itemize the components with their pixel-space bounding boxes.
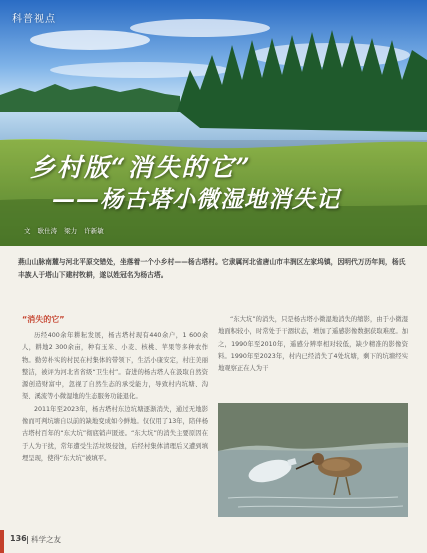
hero-photo — [0, 0, 427, 246]
body-paragraph: 2011年至2023年，杨古塔村东边坑塘逐渐消失，通过无地影像而可判坑塘自以前的缺地变成如今鲜地。仅仅用了13年，陪伴杨古塔村百年的“东大坑”彻底销声匿迹。“东大坑”的消失主要原因在于人为干扰，常年遭受生活垃圾侵蚀，后经村集体清理后又遭到填埋呈现，使得“东大坑”被填平。 — [22, 405, 208, 462]
left-column — [22, 314, 208, 465]
wetland-bird-photo — [218, 403, 408, 517]
byline-author: 耿仕涛 — [37, 227, 58, 235]
byline-label: 文 — [24, 227, 31, 235]
bird-illustration — [218, 403, 408, 517]
body-paragraph: “东大坑”的消失，只是杨古塔小微湿地消失的缩影，由于小微湿地面积较小，时常处于干涸状态，增加了遥感影像数据获取难度。加之，1990年至2010年，遥感分辨率相对较低，缺少精准的影像资料。1990年至2023年，村内已经消失了4处坑塘，剩下的坑塘经实地观察正在人为干 — [218, 316, 408, 373]
article-intro: 燕山山脉南麓与河北平原交错处，坐落着一个小乡村——杨古塔村。它隶属河北省唐山市丰润区左家坞镇，因明代万历年间，杨氏丰族人于塔山下建村牧耕，遂以姓冠名为杨古塔。 — [18, 258, 406, 279]
footer-separator — [27, 536, 28, 544]
byline-author: 许新敏 — [84, 227, 104, 235]
body-paragraph: 历经400余年耕耘发展，杨古塔村现有440余户，1 600余人，耕地2 300余亩，种有玉米、小麦、核桃、苹果等多种农作物。勤劳朴实的村民在村集体的带领下，生活小康安定，村庄美丽整洁，被评为河北省省级“卫生村”。奋进的杨古塔人在汲取自然资源创造财富中，忽视了自然生态的承受能力，导致村内坑塘、沟渠、溪流等小微湿地的生态服务功能退化。 — [22, 332, 208, 401]
footer-accent-bar — [0, 530, 4, 553]
page-number: 136 — [10, 534, 27, 543]
byline — [24, 226, 109, 235]
section-tag: 科普视点 — [12, 14, 56, 25]
article-title-line2: ——杨古塔小微湿地消失记 — [52, 186, 340, 213]
byline-author: 梁力 — [64, 227, 78, 235]
article-title-line1: 乡村版“消失的它” — [30, 153, 252, 182]
right-column — [218, 314, 408, 375]
publication-name: 科学之友 — [31, 535, 61, 544]
page-footer — [0, 530, 427, 553]
section-subhead: “消失的它” — [22, 315, 65, 324]
